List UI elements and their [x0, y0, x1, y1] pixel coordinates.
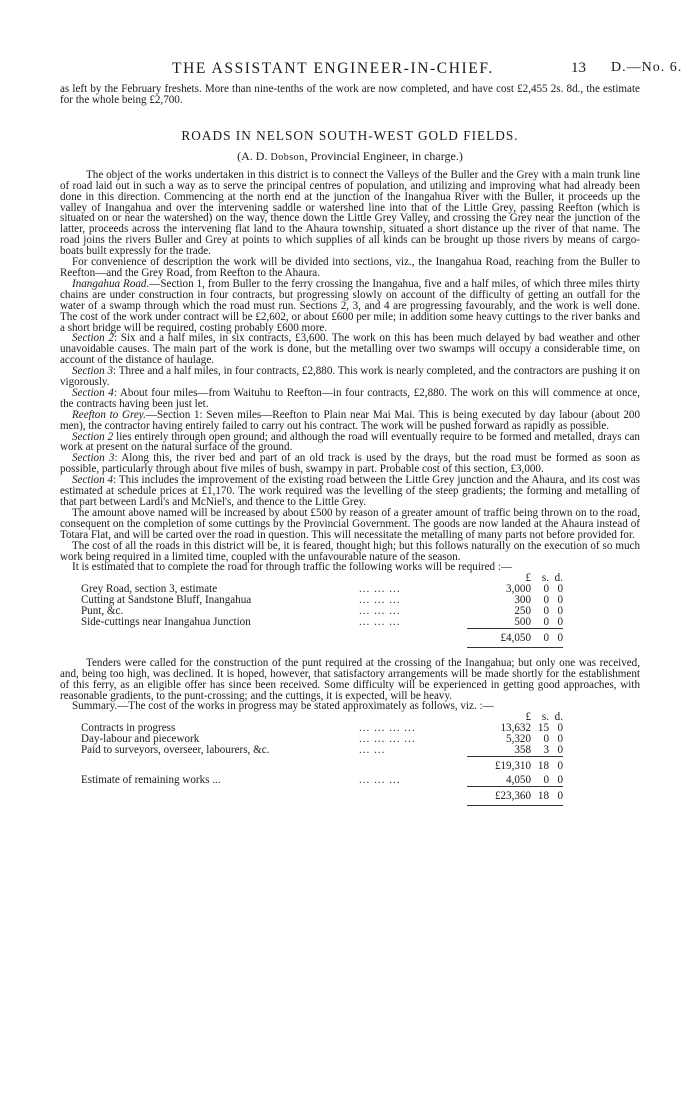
page-number: 13 [571, 60, 586, 76]
pence-header: d. [554, 711, 563, 724]
paragraph-description: For convenience of description the work will be divided into sections, viz., the Inangahua Road, reaching from the Buller to Reefton—and the Grey Road, from Reefton to the Ahaura. [60, 256, 640, 279]
paragraph-grey-section-3 [60, 453, 640, 475]
section-label: Section 4 [72, 386, 114, 399]
document-code: D.—No. 6. [611, 60, 683, 75]
paragraph-reefton-to-grey [60, 410, 640, 432]
paragraph-estimate-intro: It is estimated that to complete the road for through traffic the following works will be required :— [72, 561, 513, 574]
section-text: lies entirely through open ground; and although the road will eventually require to be formed and metalled, drays can work at present on the natural surface of the ground. [60, 430, 640, 454]
summary-subtotal-row: £19,310 18 0 [494, 759, 563, 772]
works-required-table [60, 573, 563, 647]
paragraph-grey-section-4 [60, 475, 640, 508]
table-row: Day-labour and piecework ... ... ... ... 5,320 0 0 [81, 733, 563, 746]
section-label: Section 3 [72, 365, 114, 378]
table-row: Punt, &c. ... ... ... 250 0 0 [81, 605, 563, 618]
author-line [60, 150, 640, 164]
page-body [60, 84, 640, 806]
paragraph-object: The object of the works undertaken in this district is to connect the Valleys of the Buller and the Grey with a main trunk line of road laid out in such a way as to serve the principal centres of population, and utilizing and improving what had already been done in this direction. Commencing at the north end at the junction of the Inangahua River with the Buller, it proceeds up the valley of Inangahua and over the intervening saddle or watershed line into that of the Little Grey, passing Reefton (which is situated on or near the watershed) on the way, thence down the Little Grey Valley, and crossing the Grey near the junction of the latter, proceeds across the intervening flat land to the Ahaura township, situated a short distance up the river of that name. The road joins the rivers Buller and Grey at points to which supplies of all kinds can be brought up those rivers by means of cargo-boats built expressly for the trade. [60, 168, 640, 258]
paragraph-summary-intro: Summary.—The cost of the works in progress may be stated approximately as follows, viz. :— [72, 700, 494, 713]
section-text: : Along this, the river bed and part of an old track is used by the drays, but the road must be formed as soon as possible, particularly through about five miles of bush, swampy in part. Probable cost of this section, £3,000. [60, 452, 640, 476]
paragraph-cost: The cost of all the roads in this district will be, it is feared, thought high; but this follows naturally on the execution of so much work being required in a limited time, coupled with the unfavourable nature of the season. [60, 539, 640, 563]
summary-table [60, 712, 563, 805]
table-row: Grey Road, section 3, estimate ... ... ... 3,000 0 0 [81, 583, 563, 596]
section-label: Section 4 [72, 474, 114, 487]
paragraph-grey-section-2 [60, 432, 640, 454]
continuation-paragraph: as left by the February freshets. More than nine-tenths of the work are now completed, and have cost £2,455 2s. 8d., the estimate for the whole being £2,700. [60, 83, 640, 106]
paragraph-amount: The amount above named will be increased by about £500 by reason of a greater amount of traffic being thrown on to the road, consequent on the completion of some cuttings by the Provincial Government. The goods are now landed at the Ahaura instead of Totara Flat, and will be carted over the road in question. This will necessitate the metalling of many parts not before provided for. [60, 506, 640, 541]
reefton-to-grey-label: Reefton to Grey. [72, 408, 146, 421]
pence-header: d. [554, 572, 563, 585]
author-rest: , Provincial Engineer, in charge.) [304, 148, 463, 163]
paragraph-inangahua-section-2 [60, 333, 640, 366]
section-text: : Three and a half miles, in four contracts, £2,880. This work is nearly completed, and the contractors are pushing it on vigorously. [60, 365, 640, 389]
table-row: Cutting at Sandstone Bluff, Inangahua ... ... ... 300 0 0 [81, 594, 563, 607]
remaining-works-row: Estimate of remaining works ... ... ... ... 4,050 0 0 [81, 773, 563, 787]
shillings-header: s. [541, 711, 549, 724]
section-text: : Six and a half miles, in six contracts, £3,600. The work on this has been much delayed by bad weather and other unavoidable causes. The main part of the work is done, but the metalling over two swamps will occupy a considerable time, on account of the distance of haulage. [60, 332, 641, 367]
section-label: Section 2 [72, 430, 114, 443]
section-heading: ROADS IN NELSON SOUTH-WEST GOLD FIELDS. [181, 127, 519, 143]
header-title: THE ASSISTANT ENGINEER-IN-CHIEF. [172, 60, 494, 77]
grand-total-row: £23,360 18 0 [60, 786, 563, 805]
paragraph-inangahua-section-4 [60, 388, 640, 410]
paragraph-inangahua-section-3 [60, 366, 640, 388]
inangahua-road-text: —Section 1, from Buller to the ferry crossing the Inangahua, five and a half miles, of which three miles thirty chains are under construction in four contracts, but progressing slowly on account of the difficulty of getting an outfall for the water of a swamp through which the road must run. Sections 2, 3, and 4 are progressing favourably, and the work is well done. The cost of the work under contract will be £2,602, or about £600 per mile; in addition some heavy cuttings to the river banks and a short bridge will be required, costing probably £600 more. [60, 277, 640, 334]
pounds-header: £ [525, 572, 531, 585]
table-row: Side-cuttings near Inangahua Junction ... ... ... 500 0 0 [81, 615, 563, 629]
shillings-header: s. [541, 572, 549, 585]
author-open: (A. D. [237, 148, 271, 163]
inangahua-road-label: Inangahua Road. [72, 277, 150, 290]
paragraph-inangahua-road [60, 279, 640, 334]
paragraph-tenders: Tenders were called for the construction of the punt required at the crossing of the Inangahua; but only one was received, and, being too high, was declined. It is hoped, however, that satisfactory arrangements will be made shortly for the establishment of this ferry, as an eligible offer has since been received. Some difficulty will be experienced in getting good approaches, with reasonable gradients, to the punt-crossing; and the cuttings, it is expected, will be heavy. [60, 656, 640, 702]
reefton-to-grey-text: —Section 1: Seven miles—Reefton to Plain near Mai Mai. This is being executed by day labour (about 200 men), the contractor having entirely failed to carry out his contract. The work will be pushed forward as rapidly as possible. [60, 408, 641, 432]
table-row: Paid to surveyors, overseer, labourers, &c. ... ... 358 3 0 [81, 744, 563, 757]
author-name: Dobson [270, 151, 305, 163]
running-header [0, 60, 700, 80]
section-label: Section 2 [72, 332, 114, 345]
section-label: Section 3 [72, 452, 115, 465]
pounds-header: £ [525, 711, 531, 724]
section-text: : This includes the improvement of the existing road between the Little Grey junction and the Ahaura, and its cost was estimated at schedule prices at £1,170. The work required was the levelling of the steep gradients; the forming and metalling of that part between Lardi's and McNiel's, and thence to the Little Grey. [60, 474, 640, 508]
works-total-row: £4,050 0 0 [60, 628, 563, 647]
table-row: Contracts in progress ... ... ... ... 13,632 15 0 [81, 722, 563, 735]
section-text: : About four miles—from Waituhu to Reefton—in four contracts, £2,880. The work on this will commence at once, the contracts having been just let. [60, 386, 640, 410]
